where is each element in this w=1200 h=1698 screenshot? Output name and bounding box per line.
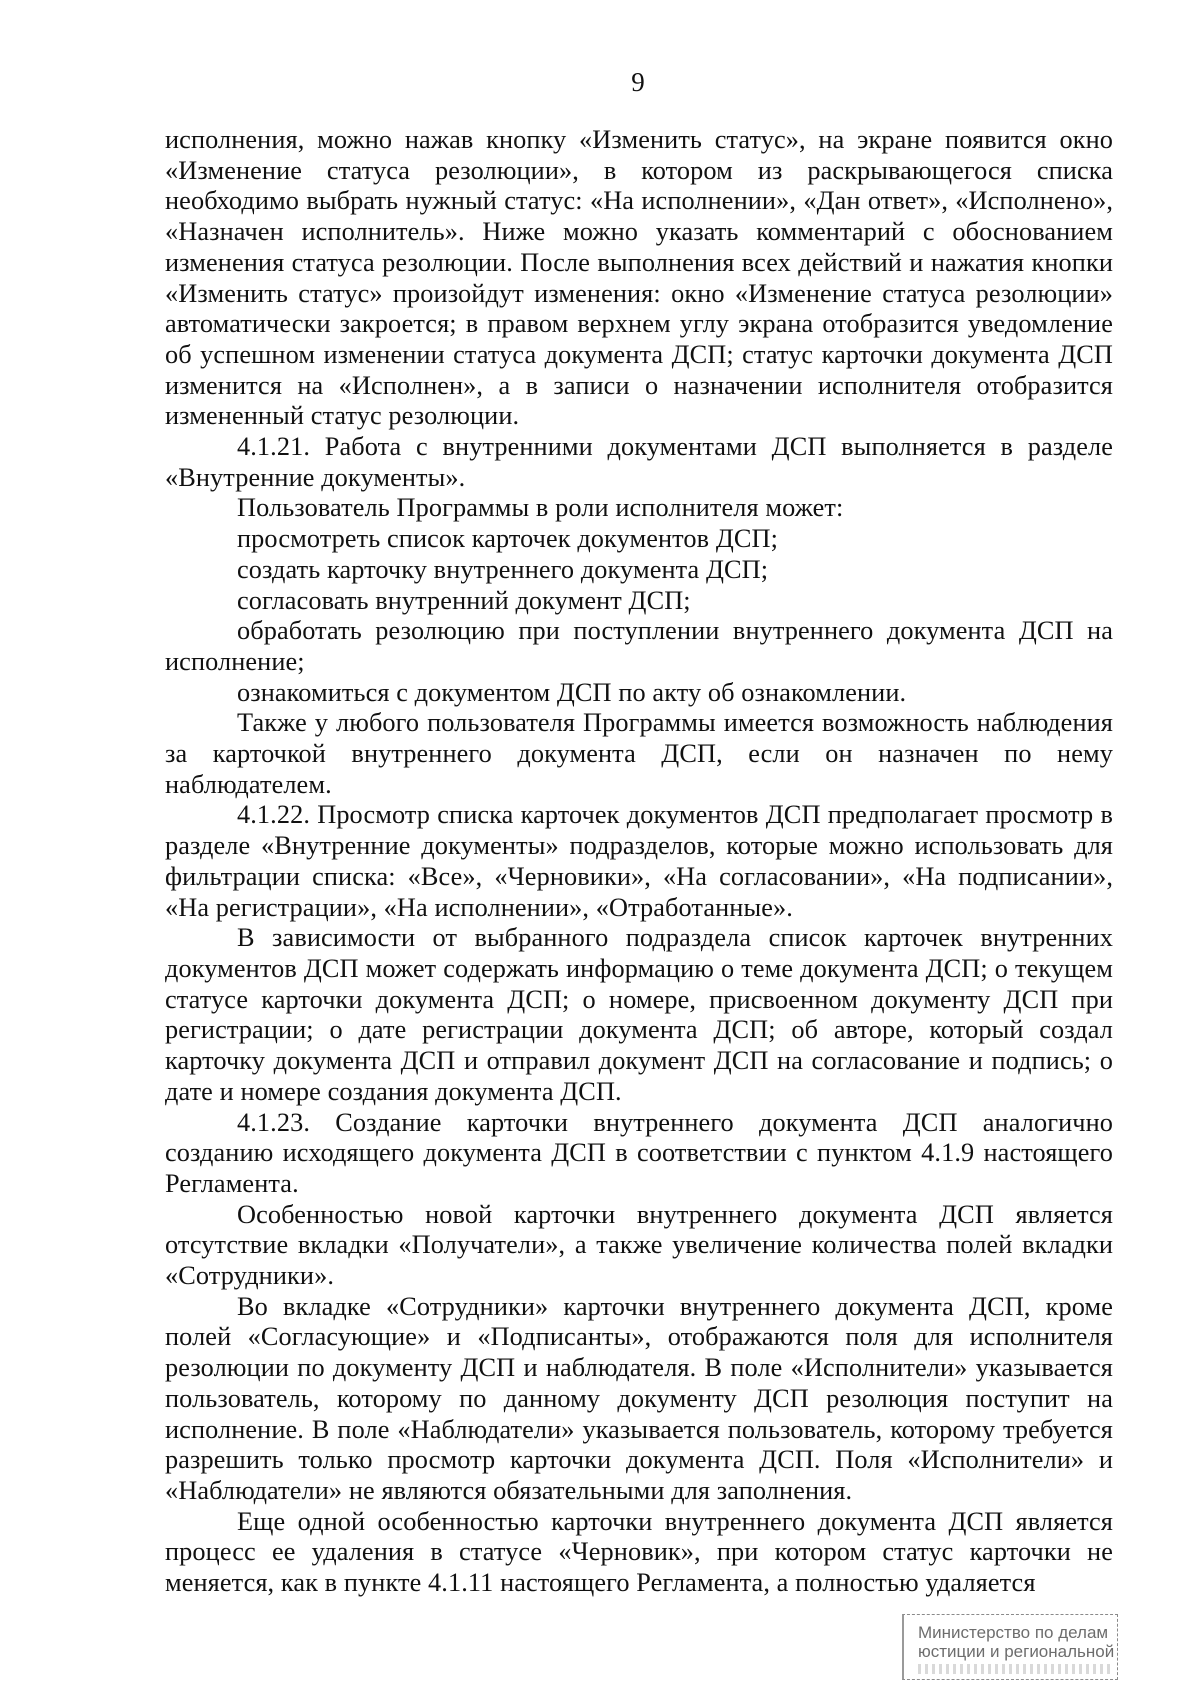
paragraph-4-1-22: 4.1.22. Просмотр списка карточек документов ДСП предполагает просмотр в разделе «Внутренние документы» подразделов, которые можно использовать для фильтрации списка: «Все», «Черновики», «На согласовании», «На подписании», «На регистрации», «На исполнении», «Отработанные». xyxy=(165,800,1113,922)
paragraph-employees-tab: Во вкладке «Сотрудники» карточки внутреннего документа ДСП, кроме полей «Согласующие» и «Подписанты», отображаются поля для исполнителя резолюции по документу ДСП и наблюдателя. В поле «Исполнители» указывается пользователь, которому по данному документу ДСП резолюция поступит на исполнение. В поле «Наблюдатели» указывается пользователь, которому требуется разрешить только просмотр карточки документа ДСП. Поля «Исполнители» и «Наблюдатели» не являются обязательными для заполнения. xyxy=(165,1291,1113,1505)
paragraph-list-contents: В зависимости от выбранного подраздела список карточек внутренних документов ДСП может содержать информацию о теме документа ДСП; о текущем статусе карточки документа ДСП; о номере, присвоенном документу ДСП при регистрации; о дате регистрации документа ДСП; об авторе, который создал карточку документа ДСП и отправил документ ДСП на согласование и подпись; о дате и номере создания документа ДСП. xyxy=(165,923,1113,1106)
list-item-approve-document: согласовать внутренний документ ДСП; xyxy=(237,585,691,615)
paragraph-user-role-intro: Пользователь Программы в роли исполнителя может: xyxy=(237,493,844,523)
list-item-process-resolution: обработать резолюцию при поступлении внутреннего документа ДСП на исполнение; xyxy=(165,616,1113,676)
paragraph-observer: Также у любого пользователя Программы имеется возможность наблюдения за карточкой внутреннего документа ДСП, если он назначен по нему наблюдателем. xyxy=(165,708,1113,799)
stamp-line-2: юстиции и региональной xyxy=(918,1642,1115,1661)
list-item-create-card: создать карточку внутреннего документа ДСП; xyxy=(237,554,769,584)
paragraph-4-1-21: 4.1.21. Работа с внутренними документами ДСП выполняется в разделе «Внутренние документы». xyxy=(165,432,1113,492)
list-item-acknowledge: ознакомиться с документом ДСП по акту об ознакомлении. xyxy=(237,677,907,707)
ministry-stamp xyxy=(902,1614,1118,1680)
stamp-illegible-line xyxy=(918,1664,1111,1674)
paragraph-new-card-feature: Особенностью новой карточки внутреннего документа ДСП является отсутствие вкладки «Получатели», а также увеличение количества полей вкладки «Сотрудники». xyxy=(165,1199,1113,1291)
paragraph-deletion-feature: Еще одной особенностью карточки внутреннего документа ДСП является процесс ее удаления в статусе «Черновик», при котором статус карточки не меняется, как в пункте 4.1.11 настоящего Регламента, а полностью удаляется xyxy=(165,1506,1113,1598)
paragraph-continuation: исполнения, можно нажав кнопку «Изменить статус», на экране появится окно «Изменение статуса резолюции», в котором из раскрывающегося списка необходимо выбрать нужный статус: «На исполнении», «Дан ответ», «Исполнено», «Назначен исполнитель». Ниже можно указать комментарий с обоснованием изменения статуса резолюции. После выполнения всех действий и нажатия кнопки «Изменить статус» произойдут изменения: окно «Изменение статуса резолюции» автоматически закроется; в правом верхнем углу экрана отобразится уведомление об успешном изменении статуса документа ДСП; статус карточки документа ДСП изменится на «Исполнен», а в записи о назначении исполнителя отобразится измененный статус резолюции. xyxy=(165,125,1113,431)
document-body xyxy=(165,125,1113,1599)
list-item-view-list: просмотреть список карточек документов ДСП; xyxy=(237,524,779,554)
paragraph-4-1-23: 4.1.23. Создание карточки внутреннего документа ДСП аналогично созданию исходящего документа ДСП в соответствии с пунктом 4.1.9 настоящего Регламента. xyxy=(165,1107,1113,1198)
page-number: 9 xyxy=(631,67,645,97)
stamp-line-1: Министерство по делам xyxy=(918,1623,1109,1642)
